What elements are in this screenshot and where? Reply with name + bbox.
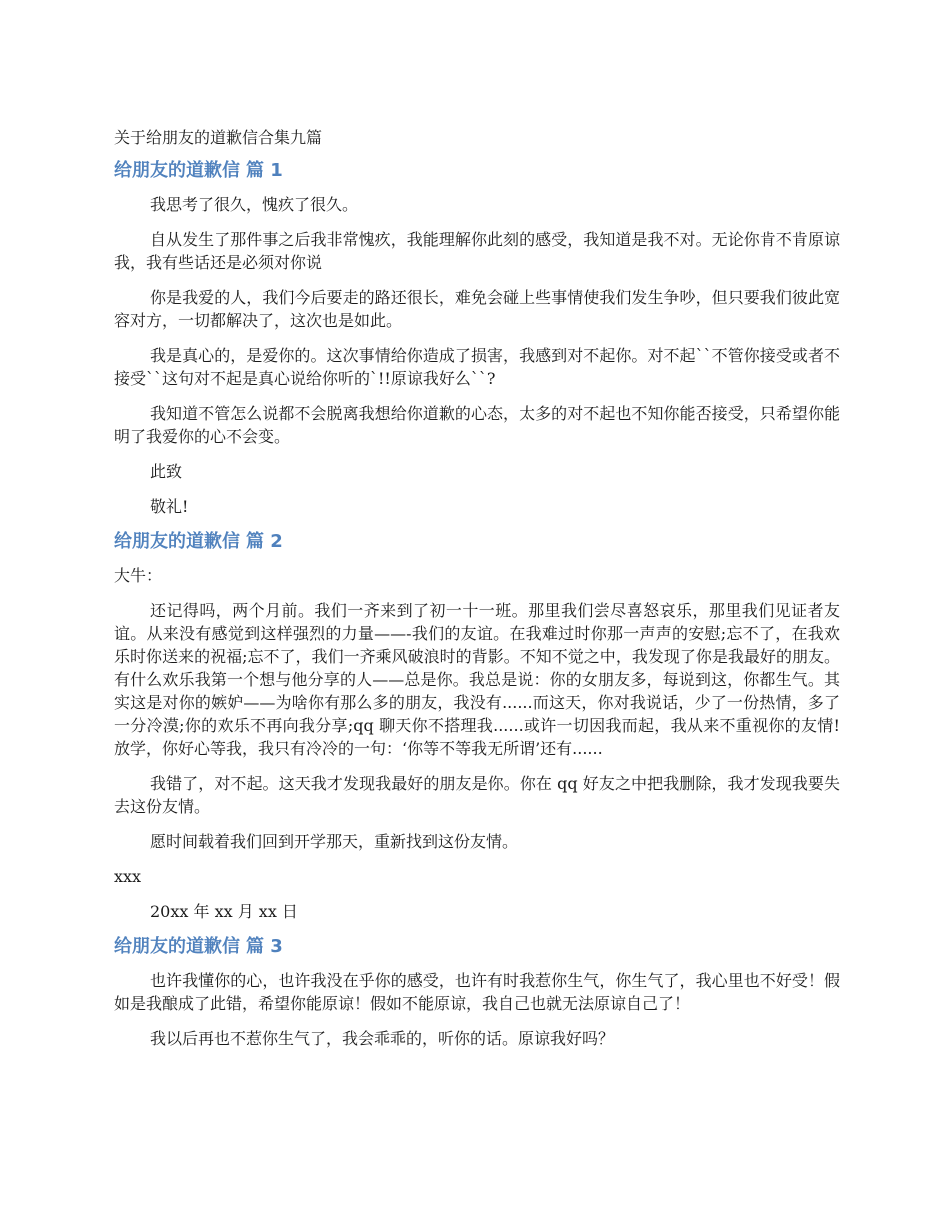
paragraph: 自从发生了那件事之后我非常愧疚，我能理解你此刻的感受，我知道是我不对。无论你肯不肯原谅我，我有些话还是必须对你说 (114, 230, 840, 272)
section-heading-3 (114, 935, 840, 959)
salutation: 大牛： (114, 566, 163, 585)
signature: xxx (114, 867, 142, 886)
paragraph: 还记得吗，两个月前。我们一齐来到了初一十一班。那里我们尝尽喜怒哀乐，那里我们见证者友谊。从来没有感觉到这样强烈的力量——-我们的友谊。在我难过时你那一声声的安慰;忘不了，在我欢乐时你送来的祝福;忘不了，我们一齐乘风破浪时的背影。不知不觉之中，我发现了你是我最好的朋友。有什么欢乐我第一个想与他分享的人——总是你。我总是说：你的女朋友多，每说到这，你都生气。其实这是对你的嫉妒——为啥你有那么多的朋友，我没有......而这天，你对我说话，少了一份热情，多了一分冷漠;你的欢乐不再向我分享;qq 聊天你不搭理我......或许一切因我而起，我从来不重视你的友情!放学，你好心等我，我只有冷冷的一句：‘你等不等我无所谓’还有...... (114, 601, 840, 758)
section-heading-number: 篇 1 (246, 160, 283, 181)
document-title: 关于给朋友的道歉信合集九篇 (114, 128, 323, 147)
paragraph: 我知道不管怎么说都不会脱离我想给你道歉的心态，太多的对不起也不知你能否接受，只希望你能明了我爱你的心不会变。 (114, 404, 840, 446)
section-heading-number: 篇 3 (246, 936, 283, 957)
paragraph: 我思考了很久，愧疚了很久。 (150, 195, 359, 214)
date-line: 20xx 年 xx 月 xx 日 (150, 902, 298, 921)
paragraph: 我是真心的，是爱你的。这次事情给你造成了损害，我感到对不起你。对不起``不管你接受或者不接受``这句对不起是真心说给你听的`!!原谅我好么``? (114, 346, 840, 388)
section-heading-2 (114, 530, 840, 554)
paragraph: 我错了，对不起。这天我才发现我最好的朋友是你。你在 qq 好友之中把我删除，我才发现我要失去这份友情。 (114, 774, 840, 816)
paragraph: 你是我爱的人，我们今后要走的路还很长，难免会碰上些事情使我们发生争吵，但只要我们彼此宽容对方，一切都解决了，这次也是如此。 (114, 288, 840, 330)
section-heading-text: 给朋友的道歉信 (114, 531, 240, 552)
document-page (114, 118, 840, 1062)
section-heading-1 (114, 159, 840, 183)
section-heading-text: 给朋友的道歉信 (114, 936, 240, 957)
closing-line: 敬礼! (150, 497, 189, 516)
paragraph: 也许我懂你的心，也许我没在乎你的感受，也许有时我惹你生气，你生气了，我心里也不好受！假如是我酿成了此错，希望你能原谅！假如不能原谅，我自己也就无法原谅自己了！ (114, 971, 840, 1013)
paragraph: 我以后再也不惹你生气了，我会乖乖的，听你的话。原谅我好吗？ (150, 1029, 615, 1048)
section-heading-number: 篇 2 (246, 531, 283, 552)
closing-line: 此致 (150, 462, 183, 481)
section-heading-text: 给朋友的道歉信 (114, 160, 240, 181)
paragraph: 愿时间载着我们回到开学那天，重新找到这份友情。 (150, 832, 519, 851)
